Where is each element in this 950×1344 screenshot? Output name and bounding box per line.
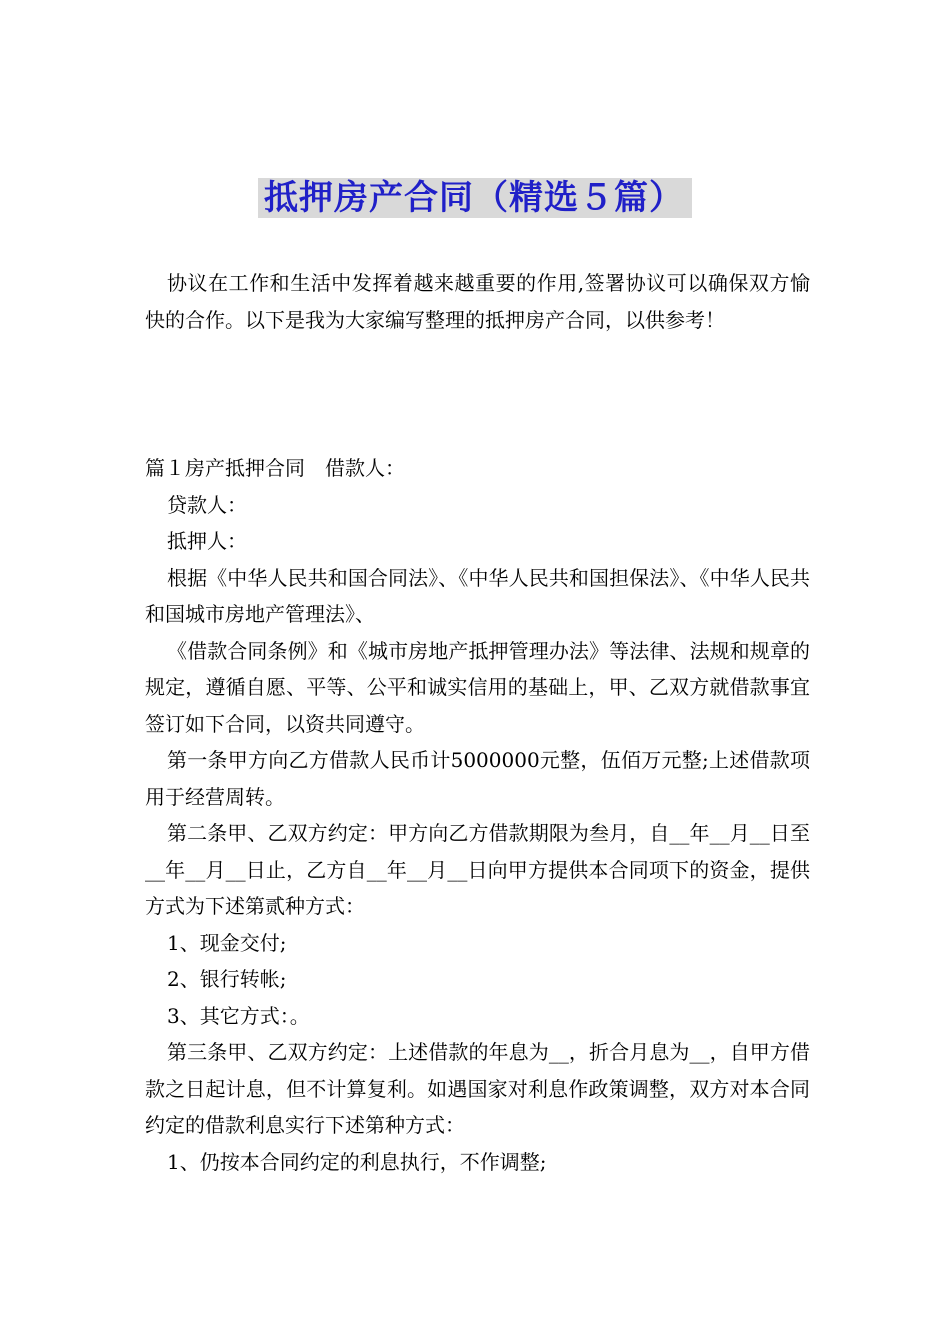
list-item: 3、其它方式：。: [167, 1003, 310, 1028]
list-item: 2、银行转帐;: [167, 967, 287, 991]
article-2: 第二条甲、乙双方约定：甲方向乙方借款期限为叁月，自__年__月__日至__年__月__日止，乙方自__年__月__日向甲方提供本合同项下的资金，提供方式为下述第贰种方式：: [145, 821, 810, 918]
paragraph: 根据《中华人民共和国合同法》、《中华人民共和国担保法》、《中华人民共和国城市房地产管理法》、: [145, 565, 810, 626]
list-item: 1、仍按本合同约定的利息执行，不作调整;: [167, 1149, 547, 1174]
article-3: 第三条甲、乙双方约定：上述借款的年息为__，折合月息为__，自甲方借款之日起计息，但不计算复利。如遇国家对利息作政策调整，双方对本合同约定的借款利息实行下述第种方式：: [145, 1040, 810, 1137]
lender-line: 贷款人：: [167, 492, 247, 517]
section-heading: 篇１房产抵押合同 借款人：: [145, 456, 405, 480]
mortgagor-line: 抵押人：: [167, 529, 247, 553]
document-title: 抵押房产合同（精选５篇）: [258, 178, 692, 218]
article-1: 第一条甲方向乙方借款人民币计5000000元整，伍佰万元整;上述借款项用于经营周转。: [145, 748, 810, 809]
title-wrap: [0, 178, 950, 218]
list-item: 1、现金交付;: [167, 930, 287, 955]
paragraph: 《借款合同条例》和《城市房地产抵押管理办法》等法律、法规和规章的规定，遵循自愿、平等、公平和诚实信用的基础上，甲、乙双方就借款事宜签订如下合同，以资共同遵守。: [145, 638, 810, 736]
intro-section: [145, 265, 810, 338]
intro-paragraph: 协议在工作和生活中发挥着越来越重要的作用,签署协议可以确保双方愉快的合作。以下是我为大家编写整理的抵押房产合同，以供参考！: [145, 271, 810, 332]
contract-body: [145, 450, 810, 1180]
